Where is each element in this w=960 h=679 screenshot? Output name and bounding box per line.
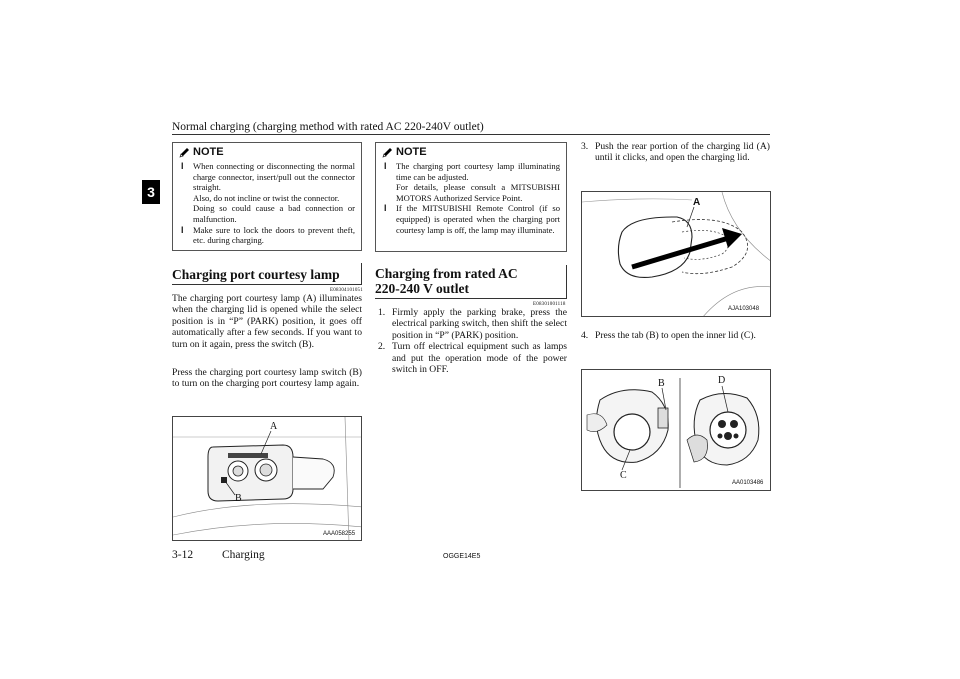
figure-courtesy-lamp	[172, 416, 362, 541]
step-item: 1. Firmly apply the parking brake, press the electrical parking switch, then shift the select position in “P” (PARK) position.	[378, 307, 567, 341]
note-label: NOTE	[396, 146, 427, 159]
section-title-sidebar	[566, 265, 567, 299]
note-item: l If the MITSUBISHI Remote Control (if so equipped) is operated when the charging port courtesy lamp is off, the lamp may illuminate.	[382, 203, 560, 235]
pencil-icon	[179, 147, 190, 158]
figure-open-inner-lid	[581, 369, 771, 491]
note-item: l When connecting or disconnecting the normal charge connector, insert/pull out the connector straight. Also, do not incline or twist the connector. Doing so could cause a bad connection or malfunction.	[179, 161, 355, 225]
figure-label-a: A	[693, 197, 701, 208]
figure-label-d: D	[718, 375, 726, 386]
figure-label-b: B	[658, 378, 665, 389]
footer-doc-code: OGGE14E5	[443, 553, 481, 560]
section-title-underline	[375, 298, 567, 299]
courtesy-lamp-paragraph-2: Press the charging port courtesy lamp switch (B) to turn on the charging port courtesy lamp again.	[172, 367, 362, 390]
pencil-icon	[382, 147, 393, 158]
step-item: 2. Turn off electrical equipment such as lamps and put the operation mode of the power switch in OFF.	[378, 341, 567, 376]
note-label: NOTE	[193, 146, 224, 159]
figure-open-charging-lid	[581, 191, 771, 317]
section-title-courtesy-lamp: Charging port courtesy lamp	[172, 267, 340, 282]
step-item: 3. Push the rear portion of the charging lid (A) until it clicks, and open the charging lid.	[581, 141, 770, 164]
figure-code: AJA103048	[728, 306, 760, 312]
lid-open-illustration	[582, 192, 771, 317]
section-title-ac-outlet: Charging from rated AC 220-240 V outlet	[375, 266, 518, 296]
figure-label-a: A	[270, 421, 278, 432]
section-code: E08301001118	[533, 302, 566, 307]
note-list	[382, 161, 560, 235]
page-header-title: Normal charging (charging method with rated AC 220-240V outlet)	[172, 121, 484, 133]
chapter-tab: 3	[142, 180, 160, 204]
header-rule	[172, 134, 770, 135]
note-list	[179, 161, 355, 246]
note-header	[179, 147, 355, 158]
figure-code: AA0103486	[732, 480, 764, 486]
step-3	[581, 141, 770, 164]
note-item: l Make sure to lock the doors to prevent theft, etc. during charging.	[179, 225, 355, 246]
section-title-underline	[172, 284, 362, 285]
courtesy-lamp-paragraph-1: The charging port courtesy lamp (A) illuminates when the charging lid is opened while the select position is in “P” (PARK) position, it goes off automatically after a few seconds. If you want to turn on it again, press the switch (B).	[172, 293, 362, 350]
section-title-sidebar	[361, 263, 362, 285]
inner-lid-illustration	[582, 370, 771, 491]
note-header	[382, 147, 560, 158]
note-box-courtesy-lamp	[375, 142, 567, 252]
step-4	[581, 330, 770, 341]
note-item: l The charging port courtesy lamp illuminating time can be adjusted. For details, please consult a MITSUBISHI MOTORS Authorized Service Point.	[382, 161, 560, 203]
section-code: E08304101051	[330, 288, 363, 293]
note-box-connector	[172, 142, 362, 251]
step-item: 4. Press the tab (B) to open the inner lid (C).	[581, 330, 756, 341]
charging-port-illustration	[173, 417, 362, 541]
footer-page-number: 3-12	[172, 549, 194, 561]
figure-code: AAA058255	[323, 531, 356, 537]
figure-label-b: B	[235, 493, 242, 504]
footer-section-name: Charging	[222, 549, 265, 561]
figure-label-c: C	[620, 470, 627, 481]
steps-list-1-2	[378, 307, 567, 375]
